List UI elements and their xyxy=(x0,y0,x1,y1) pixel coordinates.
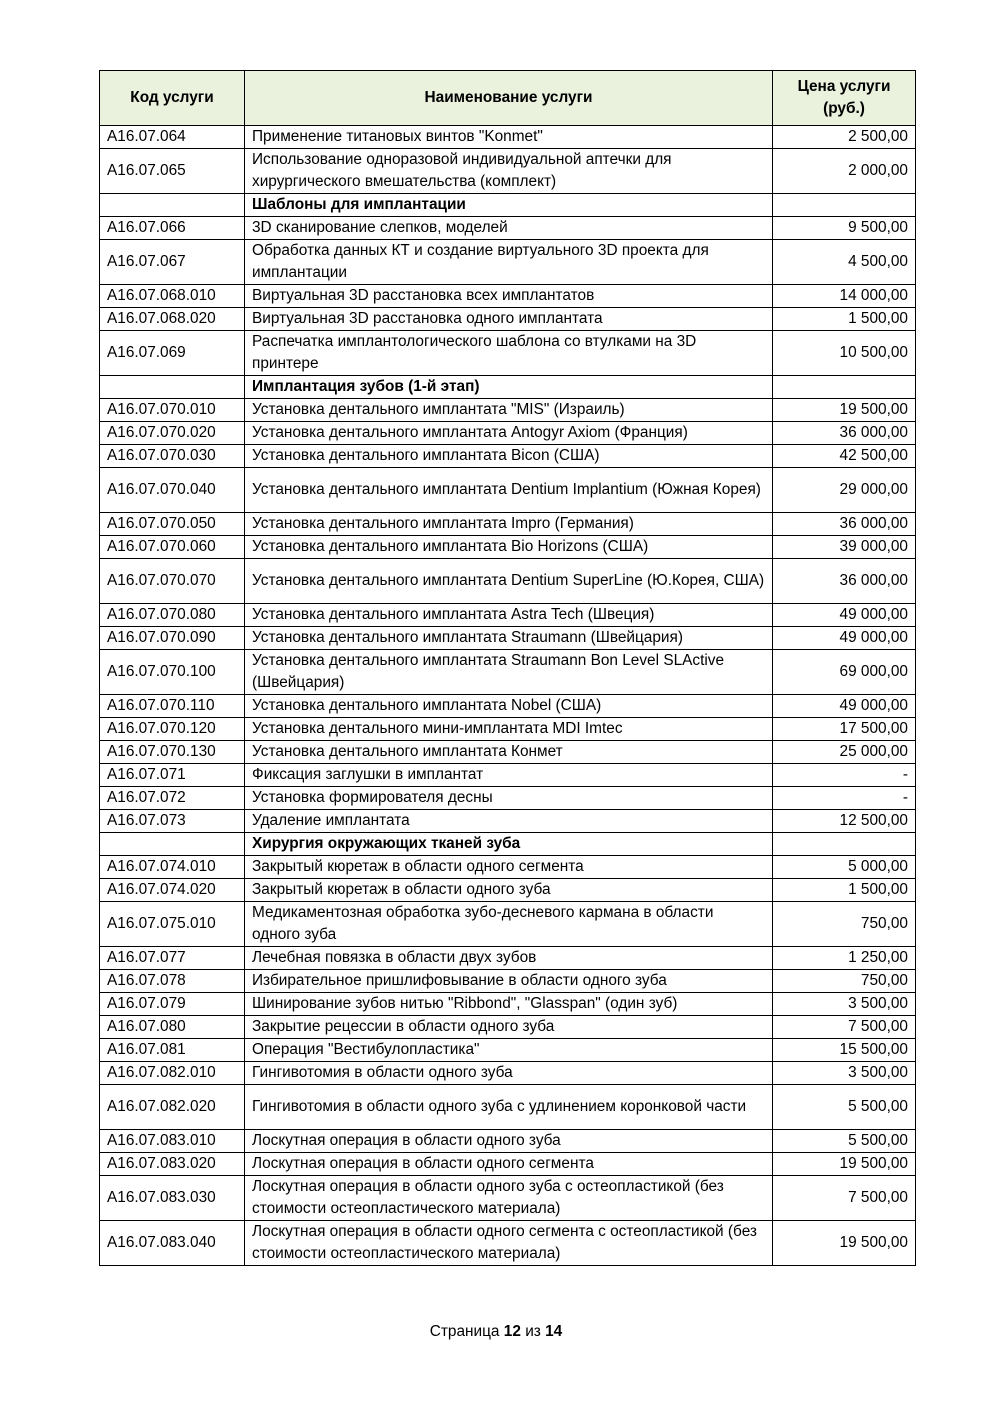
table-row xyxy=(100,764,916,787)
code-cell: A16.07.070.060 xyxy=(100,536,245,559)
table-row xyxy=(100,993,916,1016)
price-cell: 1 500,00 xyxy=(773,308,916,331)
name-cell: Обработка данных КТ и создание виртуального 3D проекта для имплантации xyxy=(245,240,773,285)
page-of: из xyxy=(525,1323,541,1340)
price-cell: 10 500,00 xyxy=(773,331,916,376)
section-row xyxy=(100,194,916,217)
name-cell: Установка формирователя десны xyxy=(245,787,773,810)
table-row xyxy=(100,970,916,993)
name-cell: Лоскутная операция в области одного зуба xyxy=(245,1130,773,1153)
code-cell: A16.07.070.070 xyxy=(100,559,245,604)
name-cell: Лоскутная операция в области одного сегмента xyxy=(245,1153,773,1176)
table-body xyxy=(100,126,916,1266)
code-cell: A16.07.080 xyxy=(100,1016,245,1039)
code-cell: A16.07.068.020 xyxy=(100,308,245,331)
name-cell: Применение титановых винтов "Konmet" xyxy=(245,126,773,149)
name-cell: Использование одноразовой индивидуальной аптечки для хирургического вмешательства (комплект) xyxy=(245,149,773,194)
price-table xyxy=(99,70,916,1266)
code-cell: A16.07.083.030 xyxy=(100,1176,245,1221)
name-cell: Установка дентального имплантата Astra Tech (Швеция) xyxy=(245,604,773,627)
table-row xyxy=(100,399,916,422)
table-row xyxy=(100,1153,916,1176)
code-cell: A16.07.082.010 xyxy=(100,1062,245,1085)
name-cell: Установка дентального имплантата Dentium SuperLine (Ю.Корея, США) xyxy=(245,559,773,604)
table-row xyxy=(100,1016,916,1039)
price-cell: 5 500,00 xyxy=(773,1130,916,1153)
table-row xyxy=(100,149,916,194)
price-cell: 4 500,00 xyxy=(773,240,916,285)
table-row xyxy=(100,718,916,741)
code-cell: A16.07.074.010 xyxy=(100,856,245,879)
name-cell: Фиксация заглушки в имплантат xyxy=(245,764,773,787)
price-cell: 29 000,00 xyxy=(773,468,916,513)
code-cell: A16.07.070.010 xyxy=(100,399,245,422)
code-cell: A16.07.070.100 xyxy=(100,650,245,695)
name-cell: Шинирование зубов нитью "Ribbond", "Glasspan" (один зуб) xyxy=(245,993,773,1016)
price-cell: 750,00 xyxy=(773,970,916,993)
price-cell: 3 500,00 xyxy=(773,993,916,1016)
code-cell: A16.07.070.030 xyxy=(100,445,245,468)
name-cell: Лоскутная операция в области одного сегмента с остеопластикой (без стоимости остеопластического материала) xyxy=(245,1221,773,1266)
code-cell: A16.07.068.010 xyxy=(100,285,245,308)
code-cell: A16.07.083.040 xyxy=(100,1221,245,1266)
price-cell: 15 500,00 xyxy=(773,1039,916,1062)
price-cell: 19 500,00 xyxy=(773,399,916,422)
name-cell: Закрытый кюретаж в области одного зуба xyxy=(245,879,773,902)
price-cell: 7 500,00 xyxy=(773,1176,916,1221)
code-cell: A16.07.066 xyxy=(100,217,245,240)
name-cell: Распечатка имплантологического шаблона со втулками на 3D принтере xyxy=(245,331,773,376)
section-row xyxy=(100,376,916,399)
page-current: 12 xyxy=(503,1323,521,1340)
price-cell: 36 000,00 xyxy=(773,559,916,604)
table-header-row xyxy=(100,71,916,126)
price-cell: 7 500,00 xyxy=(773,1016,916,1039)
page-total: 14 xyxy=(545,1323,563,1340)
table-row xyxy=(100,741,916,764)
price-cell xyxy=(773,194,916,217)
code-cell: A16.07.069 xyxy=(100,331,245,376)
name-cell: Установка дентального имплантата Nobel (США) xyxy=(245,695,773,718)
code-cell: A16.07.070.130 xyxy=(100,741,245,764)
table-row xyxy=(100,1085,916,1130)
table-row xyxy=(100,947,916,970)
name-cell: Установка дентального имплантата Dentium Implantium (Южная Корея) xyxy=(245,468,773,513)
section-row xyxy=(100,833,916,856)
price-cell: 1 250,00 xyxy=(773,947,916,970)
code-cell: A16.07.081 xyxy=(100,1039,245,1062)
price-cell: 49 000,00 xyxy=(773,695,916,718)
code-cell: A16.07.070.120 xyxy=(100,718,245,741)
price-cell: 3 500,00 xyxy=(773,1062,916,1085)
name-cell: Закрытый кюретаж в области одного сегмента xyxy=(245,856,773,879)
price-cell: 19 500,00 xyxy=(773,1153,916,1176)
name-cell: Лоскутная операция в области одного зуба с остеопластикой (без стоимости остеопластического материала) xyxy=(245,1176,773,1221)
table-row xyxy=(100,627,916,650)
table-row xyxy=(100,856,916,879)
price-cell: 12 500,00 xyxy=(773,810,916,833)
code-cell xyxy=(100,833,245,856)
price-cell: 36 000,00 xyxy=(773,513,916,536)
name-cell: Имплантация зубов (1-й этап) xyxy=(245,376,773,399)
table-row xyxy=(100,126,916,149)
price-cell: 39 000,00 xyxy=(773,536,916,559)
code-cell: A16.07.077 xyxy=(100,947,245,970)
code-cell: A16.07.073 xyxy=(100,810,245,833)
table-row xyxy=(100,331,916,376)
page-footer xyxy=(0,1323,992,1341)
table-row xyxy=(100,1062,916,1085)
code-cell: A16.07.070.110 xyxy=(100,695,245,718)
price-cell: 5 500,00 xyxy=(773,1085,916,1130)
header-name: Наименование услуги xyxy=(245,71,773,126)
table-row xyxy=(100,787,916,810)
code-cell: A16.07.070.080 xyxy=(100,604,245,627)
name-cell: Установка дентального имплантата Bicon (США) xyxy=(245,445,773,468)
code-cell: A16.07.072 xyxy=(100,787,245,810)
name-cell: Виртуальная 3D расстановка всех имплантатов xyxy=(245,285,773,308)
header-code: Код услуги xyxy=(100,71,245,126)
table-row xyxy=(100,879,916,902)
price-cell: 750,00 xyxy=(773,902,916,947)
price-cell: 69 000,00 xyxy=(773,650,916,695)
table-row xyxy=(100,308,916,331)
price-cell: - xyxy=(773,787,916,810)
name-cell: Установка дентального имплантата Straumann (Швейцария) xyxy=(245,627,773,650)
code-cell: A16.07.079 xyxy=(100,993,245,1016)
page-label: Страница xyxy=(429,1323,500,1340)
code-cell: A16.07.067 xyxy=(100,240,245,285)
table-row xyxy=(100,217,916,240)
code-cell: A16.07.083.020 xyxy=(100,1153,245,1176)
code-cell xyxy=(100,376,245,399)
code-cell: A16.07.070.090 xyxy=(100,627,245,650)
code-cell: A16.07.082.020 xyxy=(100,1085,245,1130)
price-cell: 17 500,00 xyxy=(773,718,916,741)
price-cell: 14 000,00 xyxy=(773,285,916,308)
name-cell: Установка дентального мини-имплантата MDI Imtec xyxy=(245,718,773,741)
name-cell: Закрытие рецессии в области одного зуба xyxy=(245,1016,773,1039)
price-cell xyxy=(773,376,916,399)
name-cell: Установка дентального имплантата Antogyr Axiom (Франция) xyxy=(245,422,773,445)
table-row xyxy=(100,1039,916,1062)
table-row xyxy=(100,240,916,285)
table-row xyxy=(100,650,916,695)
price-cell: 1 500,00 xyxy=(773,879,916,902)
code-cell: A16.07.078 xyxy=(100,970,245,993)
table-row xyxy=(100,559,916,604)
name-cell: Установка дентального имплантата "MIS" (Израиль) xyxy=(245,399,773,422)
table-row xyxy=(100,536,916,559)
code-cell: A16.07.070.050 xyxy=(100,513,245,536)
name-cell: Медикаментозная обработка зубо-десневого кармана в области одного зуба xyxy=(245,902,773,947)
table-row xyxy=(100,1130,916,1153)
name-cell: Удаление имплантата xyxy=(245,810,773,833)
header-price: Цена услуги (руб.) xyxy=(773,71,916,126)
code-cell xyxy=(100,194,245,217)
code-cell: A16.07.071 xyxy=(100,764,245,787)
name-cell: Установка дентального имплантата Impro (Германия) xyxy=(245,513,773,536)
code-cell: A16.07.070.020 xyxy=(100,422,245,445)
table-row xyxy=(100,445,916,468)
code-cell: A16.07.075.010 xyxy=(100,902,245,947)
price-cell: 42 500,00 xyxy=(773,445,916,468)
price-cell: 25 000,00 xyxy=(773,741,916,764)
table-row xyxy=(100,285,916,308)
code-cell: A16.07.074.020 xyxy=(100,879,245,902)
table-row xyxy=(100,1176,916,1221)
price-cell: 36 000,00 xyxy=(773,422,916,445)
name-cell: Гингивотомия в области одного зуба xyxy=(245,1062,773,1085)
price-cell: - xyxy=(773,764,916,787)
code-cell: A16.07.070.040 xyxy=(100,468,245,513)
table-row xyxy=(100,695,916,718)
price-cell: 9 500,00 xyxy=(773,217,916,240)
table-row xyxy=(100,422,916,445)
price-cell xyxy=(773,833,916,856)
name-cell: Установка дентального имплантата Конмет xyxy=(245,741,773,764)
table-row xyxy=(100,1221,916,1266)
price-cell: 2 000,00 xyxy=(773,149,916,194)
table-row xyxy=(100,513,916,536)
price-cell: 5 000,00 xyxy=(773,856,916,879)
table-row xyxy=(100,604,916,627)
name-cell: Хирургия окружающих тканей зуба xyxy=(245,833,773,856)
name-cell: Шаблоны для имплантации xyxy=(245,194,773,217)
price-cell: 19 500,00 xyxy=(773,1221,916,1266)
name-cell: Операция "Вестибулопластика" xyxy=(245,1039,773,1062)
price-cell: 49 000,00 xyxy=(773,604,916,627)
price-cell: 2 500,00 xyxy=(773,126,916,149)
name-cell: Гингивотомия в области одного зуба с удлинением коронковой части xyxy=(245,1085,773,1130)
table-row xyxy=(100,810,916,833)
table-row xyxy=(100,902,916,947)
name-cell: Установка дентального имплантата Straumann Bon Level SLActive (Швейцария) xyxy=(245,650,773,695)
code-cell: A16.07.064 xyxy=(100,126,245,149)
name-cell: 3D сканирование слепков, моделей xyxy=(245,217,773,240)
code-cell: A16.07.065 xyxy=(100,149,245,194)
name-cell: Виртуальная 3D расстановка одного имплантата xyxy=(245,308,773,331)
price-cell: 49 000,00 xyxy=(773,627,916,650)
name-cell: Избирательное пришлифовывание в области одного зуба xyxy=(245,970,773,993)
name-cell: Установка дентального имплантата Bio Horizons (США) xyxy=(245,536,773,559)
code-cell: A16.07.083.010 xyxy=(100,1130,245,1153)
table-row xyxy=(100,468,916,513)
name-cell: Лечебная повязка в области двух зубов xyxy=(245,947,773,970)
